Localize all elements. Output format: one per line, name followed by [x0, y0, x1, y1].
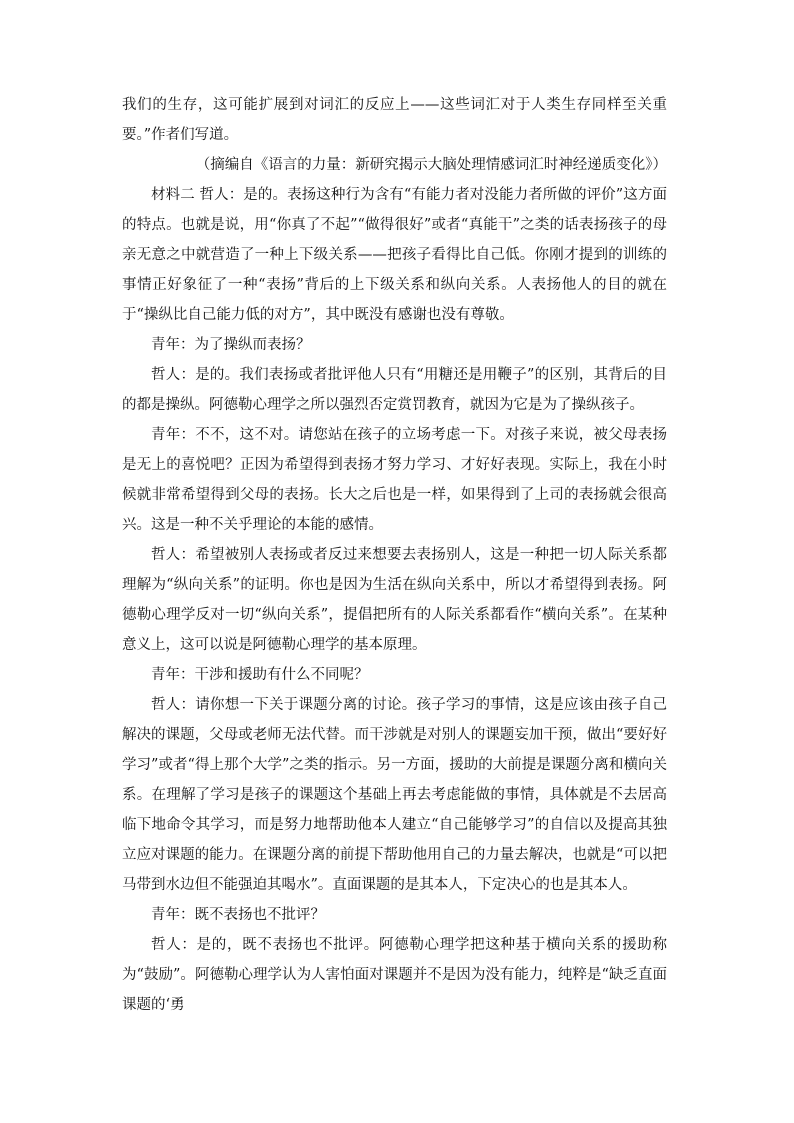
paragraph-philosopher-2: 哲人：希望被别人表扬或者反过来想要去表扬别人，这是一种把一切人际关系都理解为“纵向关系”的证明。你也是因为生活在纵向关系中，所以才希望得到表扬。阿德勒心理学反对一切“纵向关系”，提倡把所有的人际关系都看作“横向关系”。在某种意义上，这可以说是阿德勒心理学的基本原理。 [122, 547, 667, 653]
article-body [122, 90, 667, 1020]
paragraph-continuation: 我们的生存，这可能扩展到对词汇的反应上——这些词汇对于人类生存同样至关重要。”作者们写道。 [122, 97, 667, 143]
paragraph-youth-1: 青年：为了操纵而表扬？ [151, 337, 311, 353]
paragraph-youth-4: 青年：既不表扬也不批评？ [151, 907, 325, 923]
source-citation: （摘编自《语言的力量：新研究揭示大脑处理情感词汇时神经递质变化》） [195, 157, 667, 173]
paragraph-youth-2: 青年：不不，这不对。请您站在孩子的立场考虑一下。对孩子来说，被父母表扬是无上的喜悦吧？正因为希望得到表扬才努力学习、才好好表现。实际上，我在小时候就非常希望得到父母的表扬。长大之后也是一样，如果得到了上司的表扬就会很高兴。这是一种不关乎理论的本能的感情。 [122, 427, 667, 533]
paragraph-material-two: 材料二 哲人：是的。表扬这种行为含有“有能力者对没能力者所做的评价”这方面的特点。也就是说，用“你真了不起”“做得很好”或者“真能干”之类的话表扬孩子的母亲无意之中就营造了一种上下级关系——把孩子看得比自己低。你刚才提到的训练的事情正好象征了一种“表扬”背后的上下级关系和纵向关系。人表扬他人的目的就在于“操纵比自己能力低的对方”，其中既没有感谢也没有尊敬。 [122, 187, 667, 323]
paragraph-philosopher-1: 哲人：是的。我们表扬或者批评他人只有“用糖还是用鞭子”的区别，其背后的目的都是操纵。阿德勒心理学之所以强烈否定赏罚教育，就因为它是为了操纵孩子。 [122, 367, 667, 413]
paragraph-philosopher-3: 哲人：请你想一下关于课题分离的讨论。孩子学习的事情，这是应该由孩子自己解决的课题，父母或老师无法代替。而干涉就是对别人的课题妄加干预，做出“要好好学习”或者“得上那个大学”之类的指示。另一方面，援助的大前提是课题分离和横向关系。在理解了学习是孩子的课题这个基础上再去考虑能做的事情，具体就是不去居高临下地命令其学习，而是努力地帮助他本人建立“自己能够学习”的自信以及提高其独立应对课题的能力。在课题分离的前提下帮助他用自己的力量去解决，也就是“可以把马带到水边但不能强迫其喝水”。直面课题的是其本人，下定决心的也是其本人。 [122, 697, 667, 893]
paragraph-philosopher-4: 哲人：是的，既不表扬也不批评。阿德勒心理学把这种基于横向关系的援助称为“鼓励”。阿德勒心理学认为人害怕面对课题并不是因为没有能力，纯粹是“缺乏直面课题的‘勇 [122, 937, 667, 1013]
paragraph-youth-3: 青年：干涉和援助有什么不同呢？ [151, 667, 369, 683]
